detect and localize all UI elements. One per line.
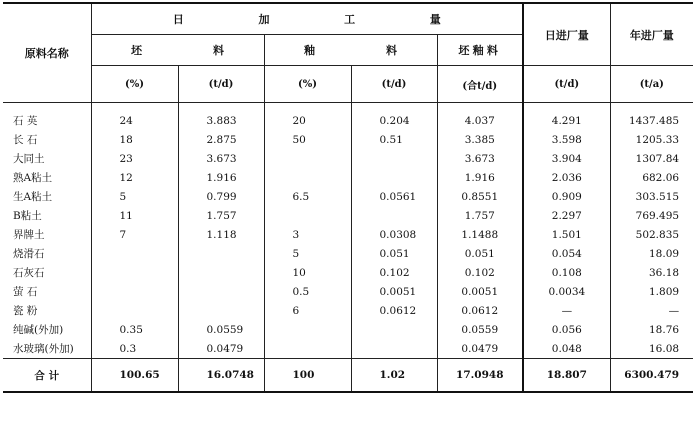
annual-incoming-header: 年进厂量: [610, 3, 693, 66]
unit-blank-pct: (%): [91, 66, 178, 103]
table-row: [3, 282, 693, 301]
material-name-cell: 萤 石: [3, 282, 91, 301]
value-cell: 0.0559: [178, 320, 264, 339]
value-cell: 769.495: [635, 209, 680, 222]
value-cell: 0.0561: [351, 187, 437, 206]
value-cell: 0.0612: [351, 301, 437, 320]
material-name-cell: 瓷 粉: [3, 301, 91, 320]
value-cell: 18.76: [649, 323, 680, 336]
value-cell: 1.118: [178, 225, 264, 244]
table-row: [3, 149, 693, 168]
value-cell: 1.501: [523, 225, 610, 244]
value-cell: 3.673: [437, 149, 523, 168]
value-cell: 5: [264, 244, 351, 263]
table-row: [3, 225, 693, 244]
blank-header: 坯 料: [91, 35, 264, 66]
value-cell: 0.909: [523, 187, 610, 206]
value-cell: 1.757: [178, 206, 264, 225]
value-cell: 12: [91, 168, 178, 187]
unit-glaze-pct: (%): [264, 66, 351, 103]
value-cell: 0.0051: [437, 282, 523, 301]
total-row: 合 计 100.65 16.0748 100 1.02 17.0948 18.807 6300.479: [3, 359, 693, 393]
value-cell: 36.18: [649, 266, 680, 279]
value-cell: 1.809: [649, 285, 680, 298]
value-cell: [351, 206, 437, 225]
value-cell: 0.0559: [437, 320, 523, 339]
material-name-cell: 熟A粘土: [3, 168, 91, 187]
value-cell: 0.8551: [437, 187, 523, 206]
material-name-cell: 石 英: [3, 103, 91, 131]
value-cell: 0.051: [437, 244, 523, 263]
total-label: 合 计: [3, 359, 91, 393]
value-cell: 1.916: [437, 168, 523, 187]
value-cell: 0.0034: [523, 282, 610, 301]
value-cell: [178, 301, 264, 320]
value-cell: 0.048: [523, 339, 610, 359]
value-cell: 1.757: [437, 206, 523, 225]
value-cell: —: [523, 301, 610, 320]
value-cell: 2.297: [523, 206, 610, 225]
value-cell: 5: [91, 187, 178, 206]
material-name-cell: 水玻璃(外加): [3, 339, 91, 359]
value-cell: 0.108: [523, 263, 610, 282]
value-cell: 4.037: [437, 103, 523, 131]
value-cell: 0.102: [437, 263, 523, 282]
material-name-cell: 长 石: [3, 130, 91, 149]
value-cell: [264, 206, 351, 225]
unit-sum-td: (合t/d): [437, 66, 523, 103]
value-cell: 0.204: [351, 103, 437, 131]
value-cell: 0.799: [178, 187, 264, 206]
daily-incoming-header: 日进厂量: [523, 3, 610, 66]
value-cell: —: [668, 304, 680, 317]
value-cell: 0.0479: [178, 339, 264, 359]
value-cell: 3.673: [178, 149, 264, 168]
value-cell: 0.0479: [437, 339, 523, 359]
value-cell: 0.3: [91, 339, 178, 359]
value-cell: 23: [91, 149, 178, 168]
value-cell: 24: [91, 103, 178, 131]
value-cell: 4.291: [523, 103, 610, 131]
material-name-header: 原料名称: [3, 3, 91, 103]
value-cell: 6: [264, 301, 351, 320]
table-row: [3, 339, 693, 359]
unit-blank-td: (t/d): [178, 66, 264, 103]
value-cell: 0.054: [523, 244, 610, 263]
table-row: [3, 206, 693, 225]
value-cell: 1307.84: [635, 152, 680, 165]
value-cell: 18: [91, 130, 178, 149]
value-cell: 18.09: [649, 247, 680, 260]
table-row: [3, 244, 693, 263]
value-cell: 11: [91, 206, 178, 225]
value-cell: 0.0612: [437, 301, 523, 320]
value-cell: 3.385: [437, 130, 523, 149]
unit-annual-ta: (t/a): [610, 66, 693, 103]
value-cell: 1437.485: [628, 114, 680, 127]
material-name-cell: 生A粘土: [3, 187, 91, 206]
value-cell: [91, 244, 178, 263]
value-cell: 1.1488: [437, 225, 523, 244]
material-name-cell: 纯碱(外加): [3, 320, 91, 339]
value-cell: 0.51: [351, 130, 437, 149]
value-cell: 1.916: [178, 168, 264, 187]
value-cell: [178, 282, 264, 301]
value-cell: 6.5: [264, 187, 351, 206]
value-cell: 20: [264, 103, 351, 131]
value-cell: 682.06: [642, 171, 680, 184]
value-cell: 10: [264, 263, 351, 282]
value-cell: 3.598: [523, 130, 610, 149]
value-cell: 3.883: [178, 103, 264, 131]
value-cell: 0.0308: [351, 225, 437, 244]
blank-glaze-header: 坯釉料: [437, 35, 523, 66]
table-row: [3, 130, 693, 149]
value-cell: 1205.33: [635, 133, 680, 146]
value-cell: 2.875: [178, 130, 264, 149]
value-cell: [351, 168, 437, 187]
value-cell: 7: [91, 225, 178, 244]
value-cell: 0.5: [264, 282, 351, 301]
value-cell: [264, 168, 351, 187]
table-row: [3, 263, 693, 282]
table-row: [3, 320, 693, 339]
value-cell: 502.835: [635, 228, 680, 241]
value-cell: [264, 149, 351, 168]
value-cell: [91, 301, 178, 320]
table-row: [3, 168, 693, 187]
value-cell: 3: [264, 225, 351, 244]
glaze-header: 釉 料: [264, 35, 437, 66]
value-cell: [178, 263, 264, 282]
materials-table: [3, 2, 693, 393]
value-cell: 0.0051: [351, 282, 437, 301]
value-cell: [264, 320, 351, 339]
value-cell: 0.056: [523, 320, 610, 339]
value-cell: [264, 339, 351, 359]
material-name-cell: 石灰石: [3, 263, 91, 282]
value-cell: 0.051: [351, 244, 437, 263]
value-cell: [351, 320, 437, 339]
value-cell: [351, 339, 437, 359]
daily-process-header: 日 加 工 量: [91, 3, 523, 35]
value-cell: 16.08: [649, 342, 680, 355]
material-name-cell: 大同土: [3, 149, 91, 168]
table-row: [3, 301, 693, 320]
unit-glaze-td: (t/d): [351, 66, 437, 103]
value-cell: 303.515: [635, 190, 680, 203]
value-cell: [351, 149, 437, 168]
table-row: [3, 187, 693, 206]
value-cell: [178, 244, 264, 263]
value-cell: [91, 263, 178, 282]
table-row: [3, 103, 693, 131]
material-name-cell: 界牌土: [3, 225, 91, 244]
value-cell: 50: [264, 130, 351, 149]
value-cell: 0.102: [351, 263, 437, 282]
value-cell: 2.036: [523, 168, 610, 187]
material-name-cell: 烧滑石: [3, 244, 91, 263]
value-cell: 0.35: [91, 320, 178, 339]
material-name-cell: B粘土: [3, 206, 91, 225]
unit-daily-td: (t/d): [523, 66, 610, 103]
value-cell: [91, 282, 178, 301]
value-cell: 3.904: [523, 149, 610, 168]
